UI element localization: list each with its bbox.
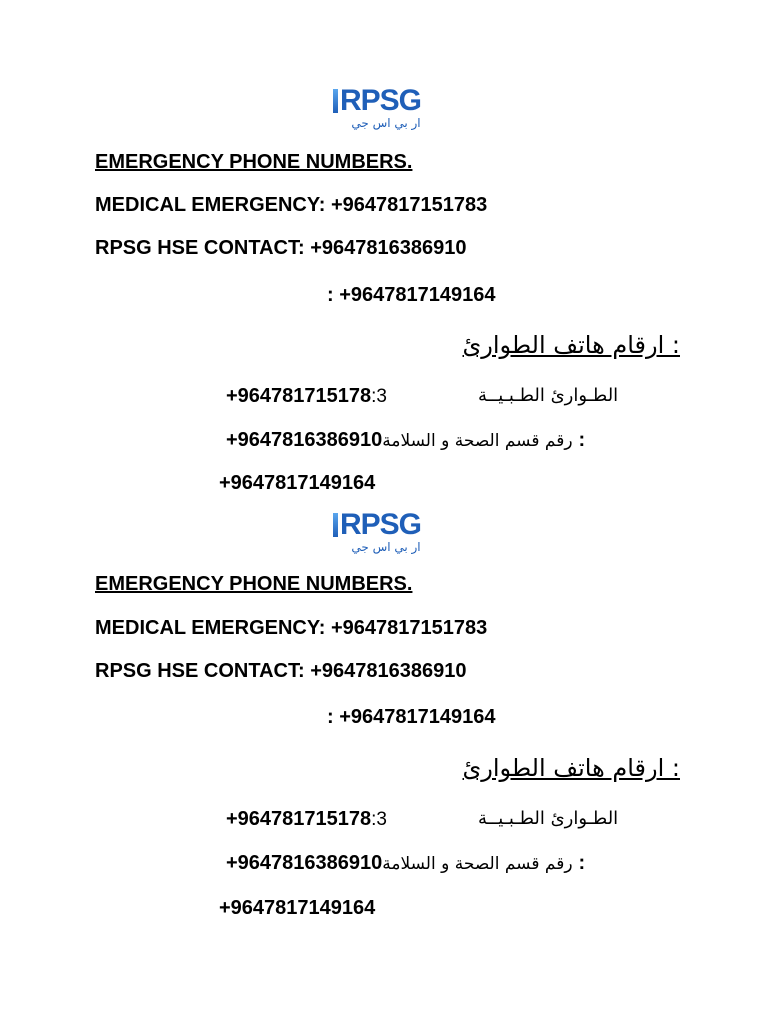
- arabic-medical-label: الطـوارئ الطـبـيــة: [478, 808, 619, 829]
- title-arabic: : ارقام هاتف الطوارئ: [462, 754, 680, 782]
- title-english: EMERGENCY PHONE NUMBERS.: [95, 573, 413, 595]
- logo-arabic: ار بي اس جي: [351, 540, 421, 554]
- arabic-hse-colon: :: [578, 852, 586, 874]
- medical-emergency-line: MEDICAL EMERGENCY: +9647817151783: [95, 194, 488, 216]
- logo-bar-icon: [333, 513, 338, 537]
- arabic-medical-separator: :3: [371, 809, 388, 830]
- arabic-extra-number: +9647817149164: [219, 472, 376, 494]
- arabic-medical-row: [226, 384, 387, 409]
- arabic-extra-number: +9647817149164: [219, 897, 376, 919]
- arabic-medical-label: الطـوارئ الطـبـيــة: [478, 385, 619, 406]
- emergency-block-1: [0, 0, 768, 494]
- arabic-medical-number: +964781715178: [226, 808, 372, 830]
- hse-contact-line: RPSG HSE CONTACT: +9647816386910: [95, 660, 467, 682]
- logo-arabic: ار بي اس جي: [351, 116, 421, 130]
- arabic-hse-colon: :: [578, 429, 586, 451]
- arabic-hse-label: رقم قسم الصحة و السلامة: [382, 854, 573, 874]
- arabic-medical-separator: :3: [371, 386, 388, 407]
- arabic-extra-row: [219, 896, 375, 920]
- arabic-hse-label: رقم قسم الصحة و السلامة: [382, 431, 573, 451]
- arabic-medical-row: [226, 807, 387, 832]
- extra-number-line: : +9647817149164: [327, 284, 496, 306]
- title-english: EMERGENCY PHONE NUMBERS.: [95, 151, 413, 173]
- arabic-medical-number: +964781715178: [226, 385, 372, 407]
- rpsg-logo: [330, 510, 440, 556]
- extra-number-line: : +9647817149164: [327, 706, 496, 728]
- arabic-hse-number: +9647816386910: [226, 429, 383, 451]
- logo-word: RPSG: [340, 508, 422, 541]
- logo-word: RPSG: [340, 84, 422, 117]
- logo-bar-icon: [333, 89, 338, 113]
- emergency-block-2: [0, 424, 768, 919]
- arabic-hse-row: [226, 851, 585, 876]
- arabic-hse-number: +9647816386910: [226, 852, 383, 874]
- hse-contact-line: RPSG HSE CONTACT: +9647816386910: [95, 237, 467, 259]
- rpsg-logo: [330, 86, 440, 132]
- title-arabic: : ارقام هاتف الطوارئ: [462, 331, 680, 359]
- medical-emergency-line: MEDICAL EMERGENCY: +9647817151783: [95, 617, 488, 639]
